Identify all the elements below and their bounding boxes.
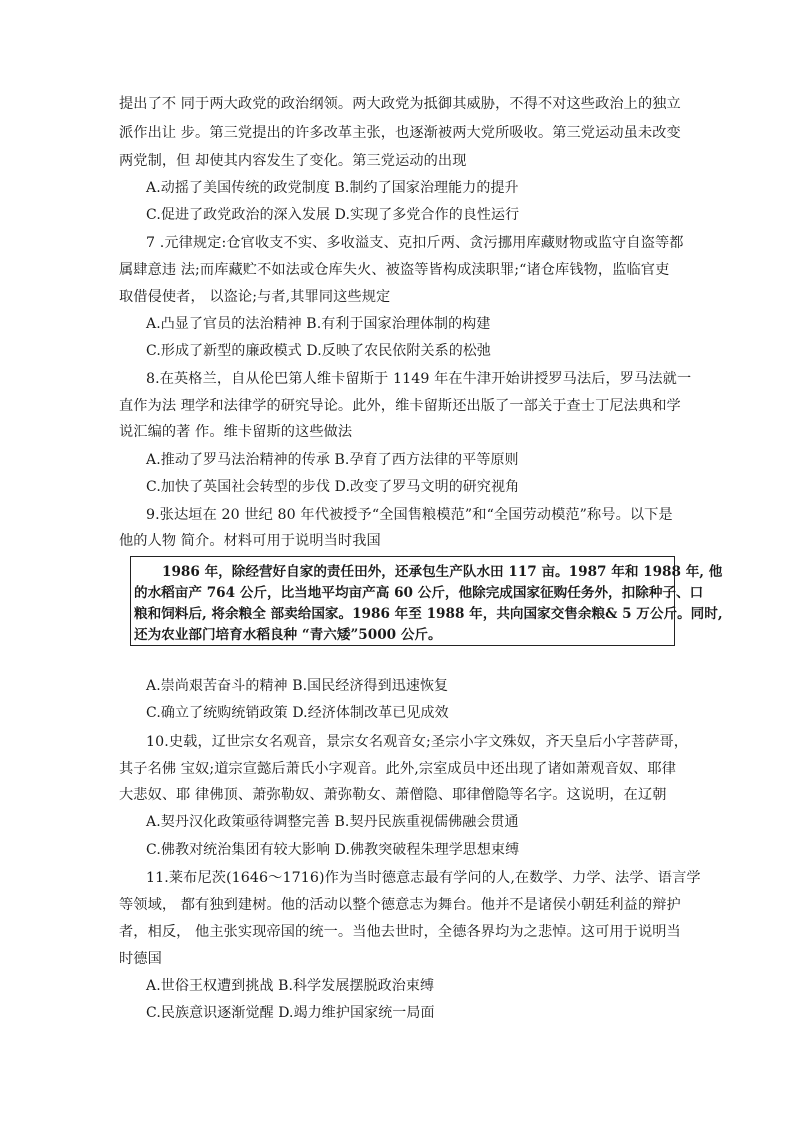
q8-options-ab: A.推动了罗马法治精神的传承 B.孕育了西方法律的平等原则	[146, 452, 519, 468]
q6-text-line: 派作出让 步。第三党提出的许多改革主张，也逐渐被两大党所吸收。第三党运动虽未改变	[119, 125, 681, 141]
q10-options-cd: C.佛教对统治集团有较大影响 D.佛教突破程朱理学思想束缚	[146, 842, 520, 858]
q11-text-line: 者，相反， 他主张实现帝国的统一。当他去世时，全德各界均为之悲悼。这可用于说明当	[119, 924, 681, 940]
q7-options-cd: C.形成了新型的廉政模式 D.反映了农民依附关系的松弛	[146, 343, 491, 359]
q10-text-line: 10.史载，辽世宗女名观音，景宗女名观音女;圣宗小字文殊奴，齐天皇后小字菩萨哥，	[146, 734, 689, 750]
q8-text-line: 说汇编的著 作。维卡留斯的这些做法	[119, 424, 353, 440]
q11-options-cd: C.民族意识逐渐觉醒 D.竭力维护国家统一局面	[146, 1005, 435, 1021]
q10-text-line: 大悲奴、耶 律佛顶、萧弥勒奴、萧弥勒女、萧僧隐、耶律僧隐等名字。这说明，在辽朝	[119, 787, 667, 803]
q10-options-ab: A.契丹汉化政策亟待调整完善 B.契丹民族重视儒佛融会贯通	[146, 814, 519, 830]
q6-options-cd: C.促进了政党政治的深入发展 D.实现了多党合作的良性运行	[146, 207, 520, 223]
q9-material-line: 1986 年，除经营好自家的责任田外，还承包生产队水田 117 亩。1987 年和 1988 年, 他	[162, 564, 723, 580]
q6-text-line: 提出了不 同于两大政党的政治纲领。两大政党为抵御其威胁，不得不对这些政治上的独立	[119, 96, 681, 112]
q9-text-line: 他的人物 简介。材料可用于说明当时我国	[119, 533, 381, 549]
q11-text-line: 等领域， 都有独到建树。他的活动以整个德意志为舞台。他并不是诸侯小朝廷利益的辩护	[119, 897, 681, 913]
q7-options-ab: A.凸显了官员的法治精神 B.有利于国家治理体制的构建	[146, 316, 491, 332]
q9-material-line: 的水稻亩产 764 公斤，比当地平均亩产高 60 公斤，他除完成国家征购任务外，扣除种子、口	[134, 585, 704, 601]
q7-text-line: 属肆意违 法;而库藏贮不如法或仓库失火、被盗等皆构成渎职罪;“诸仓库钱物，监临官吏	[119, 262, 670, 278]
q8-options-cd: C.加快了英国社会转型的步伐 D.改变了罗马文明的研究视角	[146, 479, 520, 495]
q11-options-ab: A.世俗王权遭到挑战 B.科学发展摆脱政治束缚	[146, 978, 435, 994]
q9-text-line: 9.张达垣在 20 世纪 80 年代被授予“全国售粮模范”和“全国劳动模范”称号。以下是	[146, 507, 673, 523]
q10-text-line: 其子名佛 宝奴;道宗宣懿后萧氏小字观音。此外,宗室成员中还出现了诸如萧观音奴、耶律	[119, 761, 677, 777]
q8-text-line: 8.在英格兰，自从伦巴第人维卡留斯于 1149 年在牛津开始讲授罗马法后，罗马法就一	[146, 371, 692, 387]
q9-material-line: 还为农业部门培育水稻良种 “青六矮”5000 公斤。	[134, 627, 442, 643]
q11-text-line: 11.莱布尼茨(1646～1716)作为当时德意志最有学问的人,在数学、力学、法学、语言学	[146, 870, 701, 886]
q7-text-line: 7 .元律规定:仓官收支不实、多收溢支、克扣斤两、贪污挪用库藏财物或监守自盗等都	[146, 235, 684, 251]
q6-text-line: 两党制，但 却使其内容发生了变化。第三党运动的出现	[119, 153, 467, 169]
q7-text-line: 取借侵使者， 以盗论;与者,其罪同这些规定	[119, 289, 391, 305]
q6-options-ab: A.动摇了美国传统的政党制度 B.制约了国家治理能力的提升	[146, 180, 519, 196]
q9-options-ab: A.崇尚艰苦奋斗的精神 B.国民经济得到迅速恢复	[146, 678, 449, 694]
q9-material-line: 粮和饲料后, 将余粮全 部卖给国家。1986 年至 1988 年，共向国家交售余粮& 5 万公斤。同时,	[134, 606, 723, 622]
q8-text-line: 直作为法 理学和法律学的研究导论。此外，维卡留斯还出版了一部关于查士丁尼法典和学	[119, 398, 681, 414]
q11-text-line: 时德国	[119, 951, 162, 967]
q9-options-cd: C.确立了统购统销政策 D.经济体制改革已见成效	[146, 705, 449, 721]
